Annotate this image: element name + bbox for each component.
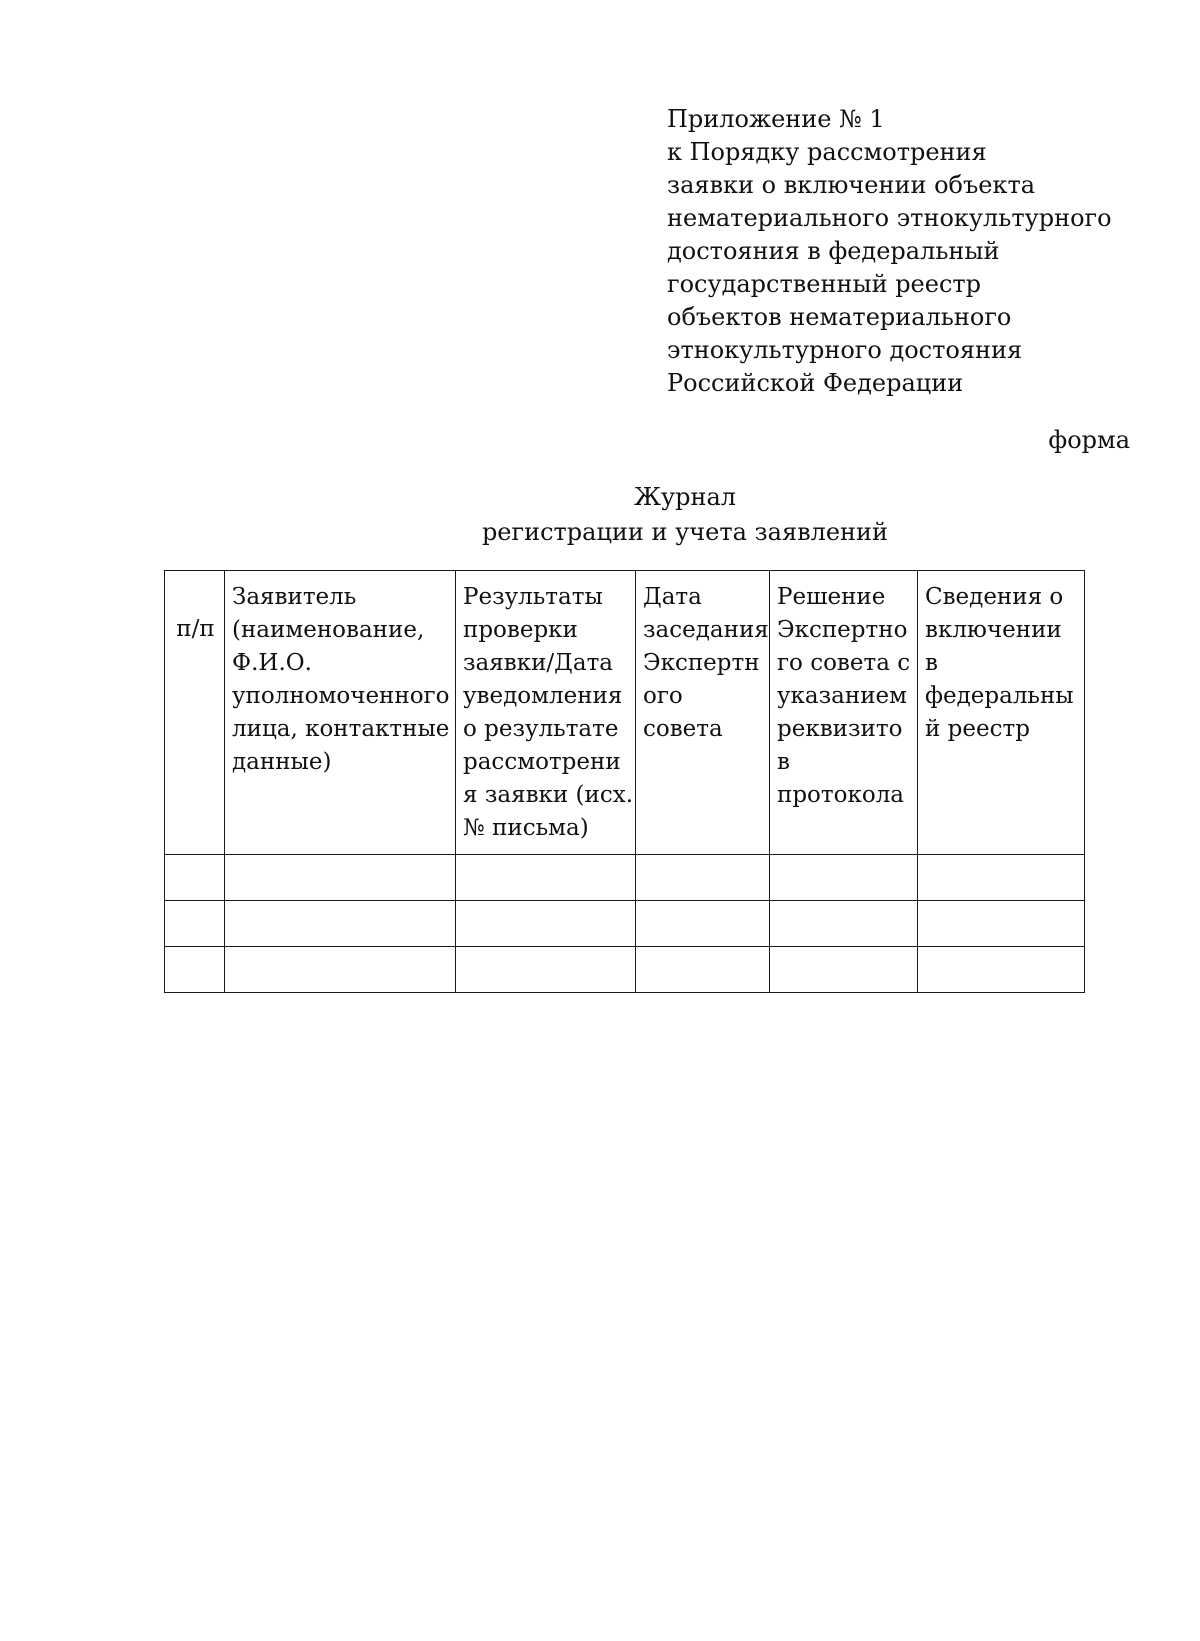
table-row	[165, 901, 1085, 947]
header-cell-check-results: Результаты проверки заявки/Дата уведомления о результате рассмотрени я заявки (исх. № письма)	[456, 571, 636, 855]
appendix-line: к Порядку рассмотрения	[667, 138, 987, 166]
document-title	[0, 480, 1200, 550]
appendix-line: нематериального этнокультурного	[667, 204, 1112, 232]
table-cell	[636, 855, 770, 901]
table-cell	[636, 901, 770, 947]
appendix-note	[667, 103, 1127, 400]
appendix-line: заявки о включении объекта	[667, 171, 1036, 199]
table-cell	[770, 855, 918, 901]
header-cell-applicant: Заявитель (наименование, Ф.И.О. уполномоченного лица, контактные данные)	[225, 571, 456, 855]
table-cell	[225, 947, 456, 993]
appendix-line: Российской Федерации	[667, 369, 964, 397]
table-cell	[918, 901, 1085, 947]
table-cell	[165, 855, 225, 901]
document-title-line2: регистрации и учета заявлений	[481, 518, 889, 546]
form-label: форма	[1048, 426, 1130, 454]
header-cell-council-decision: Решение Экспертно го совета с указанием реквизито в протокола	[770, 571, 918, 855]
table-row	[165, 855, 1085, 901]
table-cell	[225, 901, 456, 947]
appendix-line: Приложение № 1	[667, 105, 885, 133]
table-cell	[456, 855, 636, 901]
journal-table	[164, 570, 1085, 993]
appendix-line: этнокультурного достояния	[667, 336, 1023, 364]
header-cell-number: п/п	[165, 571, 225, 855]
table-cell	[165, 947, 225, 993]
table-header-row	[165, 571, 1085, 855]
table-cell	[165, 901, 225, 947]
table-cell	[770, 901, 918, 947]
table-cell	[918, 855, 1085, 901]
document-title-line1: Журнал	[634, 483, 736, 511]
table-cell	[456, 947, 636, 993]
table-cell	[636, 947, 770, 993]
appendix-line: государственный реестр	[667, 270, 982, 298]
table-cell	[456, 901, 636, 947]
header-cell-registry-info: Сведения о включении в федеральны й реестр	[918, 571, 1085, 855]
table-row	[165, 947, 1085, 993]
table-cell	[918, 947, 1085, 993]
appendix-line: объектов нематериального	[667, 303, 1012, 331]
table-cell	[770, 947, 918, 993]
header-cell-meeting-date: Дата заседания Экспертн ого совета	[636, 571, 770, 855]
appendix-line: достояния в федеральный	[667, 237, 1000, 265]
table-cell	[225, 855, 456, 901]
